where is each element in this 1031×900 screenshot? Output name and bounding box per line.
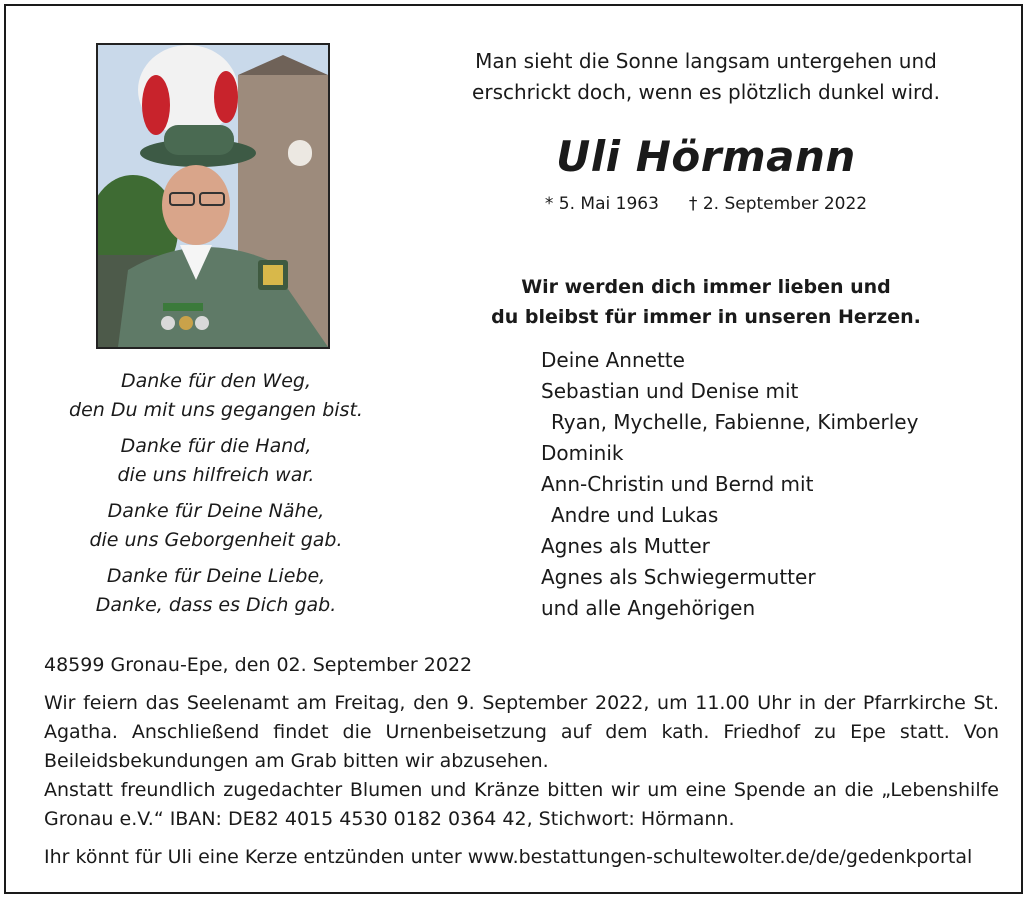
poem-line: Danke für Deine Liebe, (106, 565, 326, 587)
portrait-photo (96, 43, 330, 349)
donation-text: Anstatt freundlich zugedachter Blumen und Kränze bitten wir um eine Spende an die „Lebenshilfe Gronau e.V.“ IBAN: DE82 4015 4530 0182 0364 42, Stichwort: Hörmann. (44, 779, 999, 830)
poem-line: Danke für die Hand, (120, 435, 312, 457)
mourner-item: Sebastian und Denise mit (541, 379, 799, 403)
mourner-item: Agnes als Schwiegermutter (541, 565, 816, 589)
poem-line: Danke für den Weg, (120, 370, 312, 392)
poem-stanza (46, 562, 386, 620)
mourner-item: Dominik (541, 441, 624, 465)
mourners-list (541, 345, 1001, 624)
candle-link-text: Ihr könnt für Uli eine Kerze entzünden unter www.bestattungen-schultewolter.de/de/gedenkportal (44, 846, 973, 868)
poem-line: die uns hilfreich war. (117, 464, 315, 486)
poem-stanza (46, 367, 386, 425)
life-dates (506, 194, 906, 214)
tribute-text (406, 272, 1006, 332)
mourner-item: Agnes als Mutter (541, 534, 710, 558)
obituary-frame (4, 4, 1023, 894)
place-date: 48599 Gronau-Epe, den 02. September 2022 (44, 654, 473, 676)
poem-line: Danke für Deine Nähe, (107, 500, 325, 522)
death-date: † 2. September 2022 (688, 194, 868, 214)
mourner-item: Andre und Lukas (551, 503, 719, 527)
deceased-name: Uli Hörmann (556, 132, 856, 181)
poem-line: die uns Geborgenheit gab. (89, 529, 343, 551)
mourner-item: und alle Angehörigen (541, 596, 756, 620)
poem-stanza (46, 497, 386, 555)
poem (46, 367, 386, 627)
tribute-line2: du bleibst für immer in unseren Herzen. (491, 306, 921, 328)
header-quote (406, 46, 1006, 108)
header-quote-line1: Man sieht die Sonne langsam untergehen und (475, 49, 937, 73)
birth-date: * 5. Mai 1963 (544, 194, 659, 214)
mourner-item: Ann-Christin und Bernd mit (541, 472, 814, 496)
service-text: Wir feiern das Seelenamt am Freitag, den 9. September 2022, um 11.00 Uhr in der Pfarrkirche St. Agatha. Anschließend findet die Urnenbeisetzung auf dem kath. Friedhof zu Epe statt. Von Beileidsbekundungen am Grab bitten wir abzusehen. (44, 692, 999, 772)
poem-stanza (46, 432, 386, 490)
tribute-line1: Wir werden dich immer lieben und (521, 276, 891, 298)
service-information (44, 689, 999, 834)
poem-line: den Du mit uns gegangen bist. (69, 399, 363, 421)
mourner-item: Ryan, Mychelle, Fabienne, Kimberley (551, 410, 919, 434)
poem-line: Danke, dass es Dich gab. (95, 594, 337, 616)
mourner-item: Deine Annette (541, 348, 685, 372)
header-quote-line2: erschrickt doch, wenn es plötzlich dunkel wird. (472, 80, 940, 104)
